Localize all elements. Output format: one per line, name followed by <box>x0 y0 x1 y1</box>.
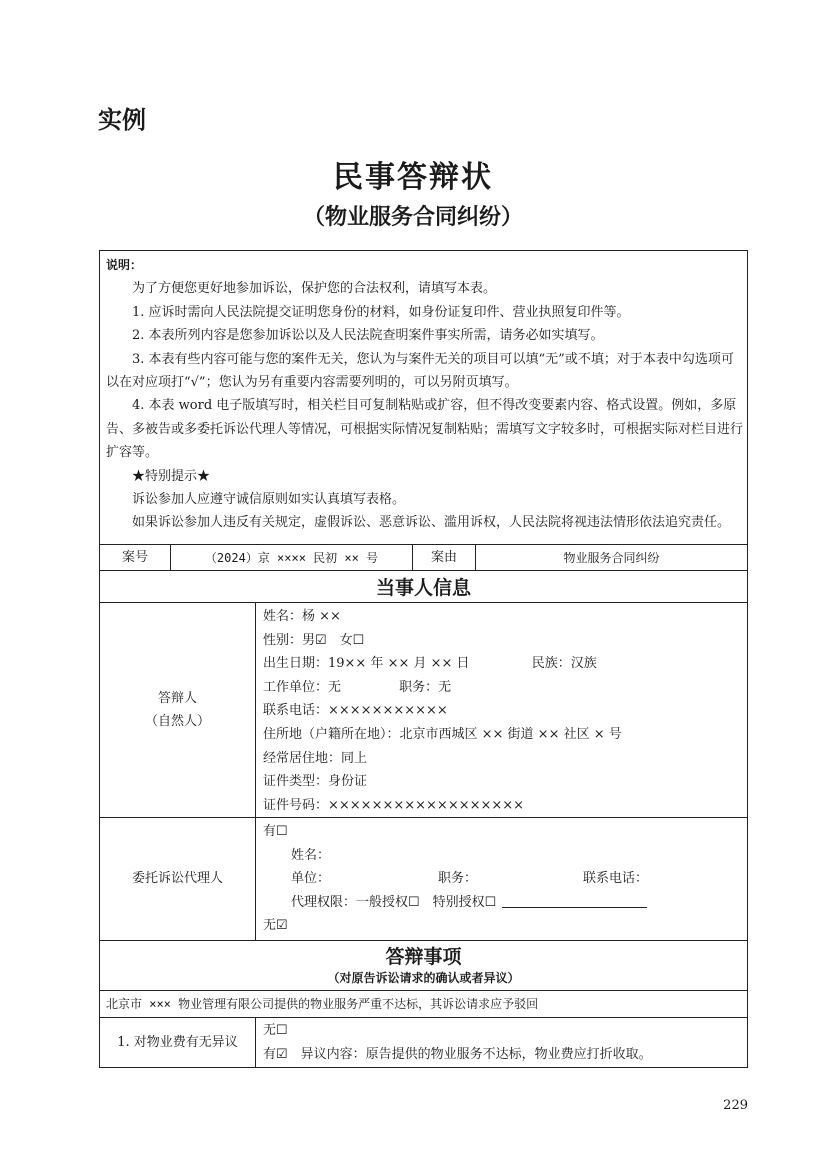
agent-phone: 联系电话： <box>583 871 649 887</box>
defense-item1-none: 无☐ <box>263 1023 288 1038</box>
defense-item1-details <box>256 1017 747 1067</box>
respondent-ethnicity: 民族：汉族 <box>531 656 597 672</box>
agent-name: 姓名： <box>291 847 331 863</box>
defense-item1-label: 1. 对物业费有无异议 <box>100 1017 256 1067</box>
document-subtitle: （物业服务合同纠纷） <box>302 204 523 230</box>
defense-title: 答辩事项 <box>385 945 462 968</box>
respondent-birth: 出生日期：19×× 年 ×× 月 ×× 日 <box>263 656 470 672</box>
agent-details <box>256 817 747 940</box>
respondent-employer: 工作单位：无 <box>263 679 342 695</box>
notes-special-title: ★特别提示★ <box>132 468 211 484</box>
respondent-phone: 联系电话：××××××××××× <box>263 703 448 719</box>
respondent-gender: 性别：男☑ 女☐ <box>263 632 365 648</box>
form-table <box>99 250 748 1068</box>
respondent-position: 职务：无 <box>399 679 452 695</box>
agent-position: 职务： <box>438 871 478 887</box>
party-section-title: 当事人信息 <box>100 570 747 602</box>
case-cause-label: 案由 <box>413 544 476 570</box>
defense-summary: 北京市 ××× 物业管理有限公司提供的物业服务严重不达标，其诉讼请求应予驳回 <box>100 990 747 1017</box>
agent-authority: 代理权限：一般授权☐ 特别授权☐ <box>291 894 497 910</box>
agent-none: 无☑ <box>263 918 288 934</box>
agent-has: 有☐ <box>263 824 288 839</box>
respondent-domicile: 住所地（户籍所在地）：北京市西城区 ×× 街道 ×× 社区 × 号 <box>263 726 622 742</box>
defense-item1-has: 有☑ 异议内容：原告提供的物业服务不达标，物业费应打折收取。 <box>263 1046 652 1062</box>
notes-item-4: 4. 本表 word 电子版填写时，相关栏目可复制粘贴或扩容，但不得改变要素内容、格式设置。例如，多原告、多被告或多委托诉讼代理人等情况，可根据实际情况复制粘贴；需填写文字较多时，可根据实际对栏目进行扩容等。 <box>106 398 744 461</box>
document-title: 民事答辩状 <box>333 160 493 195</box>
respondent-id-number: 证件号码：×××××××××××××××××× <box>263 797 525 813</box>
notes-item-3: 3. 本表有些内容可能与您的案件无关，您认为与案件无关的项目可以填“无”或不填；对于本表中勾选项可以在对应项打“√”；您认为另有重要内容需要列明的，可以另附页填写。 <box>106 351 734 391</box>
notes-item-1: 1. 应诉时需向人民法院提交证明您身份的材料，如身份证复印件、营业执照复印件等。 <box>132 304 630 320</box>
case-cause-value: 物业服务合同纠纷 <box>476 544 747 570</box>
agent-authority-blank <box>502 893 647 908</box>
respondent-label-cell <box>100 602 256 817</box>
case-number-value: （2024）京 ×××× 民初 ×× 号 <box>171 544 413 570</box>
agent-label-cell: 委托诉讼代理人 <box>100 817 256 940</box>
respondent-id-type: 证件类型：身份证 <box>263 774 368 790</box>
agent-unit: 单位： <box>291 871 331 887</box>
agent-authority-row <box>263 891 747 915</box>
notes-special-2: 如果诉讼参加人违反有关规定，虚假诉讼、恶意诉讼、滥用诉权，人民法院将视违法情形依法追究责任。 <box>132 515 731 531</box>
respondent-residence: 经常居住地：同上 <box>263 750 368 766</box>
case-number-label: 案号 <box>100 544 171 570</box>
respondent-birth-row <box>263 652 747 676</box>
notes-intro: 为了方便您更好地参加诉讼，保护您的合法权利，请填写本表。 <box>132 281 497 297</box>
notes-item-2: 2. 本表所列内容是您参加诉讼以及人民法院查明案件事实所需，请务必如实填写。 <box>132 328 604 344</box>
respondent-label: 答辩人 <box>157 690 197 706</box>
notes-block <box>106 254 743 535</box>
respondent-employer-row <box>263 676 747 700</box>
page-number: 229 <box>723 1098 748 1113</box>
respondent-sublabel: （自然人） <box>144 714 210 729</box>
defense-title-cell <box>100 940 747 990</box>
heading-example: 实例 <box>98 105 146 134</box>
respondent-details <box>256 602 747 817</box>
respondent-name: 姓名：杨 ×× <box>263 609 341 624</box>
notes-special-1: 诉讼参加人应遵守诚信原则如实认真填写表格。 <box>132 492 406 508</box>
agent-unit-row <box>263 867 747 891</box>
defense-subtitle: （对原告诉讼请求的确认或者异议） <box>327 970 520 985</box>
notes-label: 说明： <box>106 258 143 272</box>
